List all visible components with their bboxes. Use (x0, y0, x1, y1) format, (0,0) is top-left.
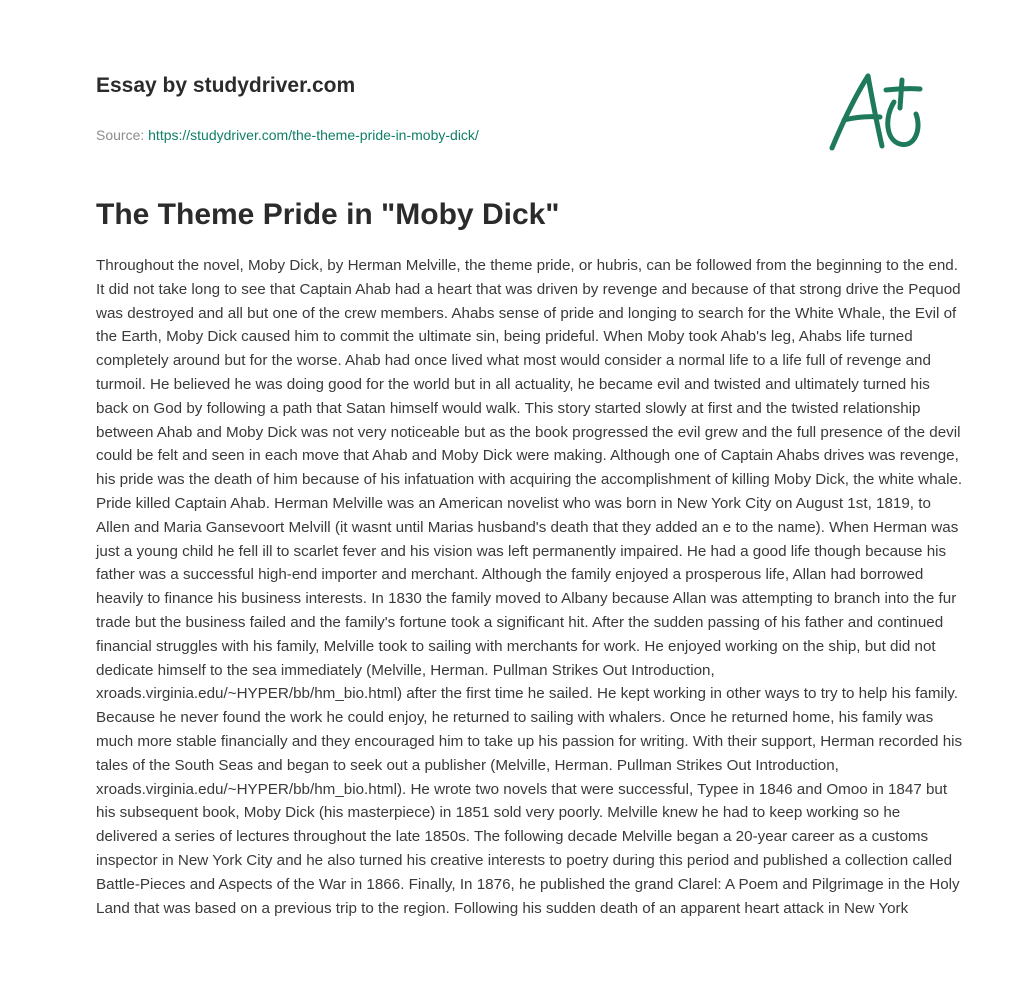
source-label: Source: (96, 127, 149, 143)
a-plus-logo-icon (820, 62, 932, 162)
page-header (96, 72, 796, 144)
site-title: Essay by studydriver.com (96, 74, 356, 97)
source-link[interactable]: https://studydriver.com/the-theme-pride-in-moby-dick/ (148, 127, 479, 143)
document-title: The Theme Pride in "Moby Dick" (96, 198, 560, 231)
source-line (96, 126, 796, 144)
document-body: Throughout the novel, Moby Dick, by Herman Melville, the theme pride, or hubris, can be followed from the beginning to the end. It did not take long to see that Captain Ahab had a heart that was driven by revenge and because of that strong drive the Pequod was destroyed and all but one of the crew members. Ahabs sense of pride and longing to search for the White Whale, the Evil of the Earth, Moby Dick caused him to commit the ultimate sin, being prideful. When Moby took Ahab's leg, Ahabs life turned completely around but for the worse. Ahab had once lived what most would consider a normal life to a life full of revenge and turmoil. He believed he was doing good for the world but in all actuality, he became evil and twisted and ultimately turned his back on God by following a path that Satan himself would walk. This story started slowly at first and the twisted relationship between Ahab and Moby Dick was not very noticeable but as the book progressed the evil grew and the full presence of the devil could be felt and seen in each move that Ahab and Moby Dick were making. Although one of Captain Ahabs drives was revenge, his pride was the death of him because of his infatuation with acquiring the accomplishment of killing Moby Dick, the white whale. Pride killed Captain Ahab. Herman Melville was an American novelist who was born in New York City on August 1st, 1819, to Allen and Maria Gansevoort Melvill (it wasnt until Marias husband's death that they added an e to the name). When Herman was just a young child he fell ill to scarlet fever and his vision was left permanently impaired. He had a good life though because his father was a successful high-end importer and merchant. Although the family enjoyed a prosperous life, Allan had borrowed heavily to finance his business interests. In 1830 the family moved to Albany because Allan was attempting to branch into the fur trade but the business failed and the family's fortune took a significant hit. After the sudden passing of his father and continued financial struggles with his family, Melville took to sailing with merchants for work. He enjoyed working on the ship, but did not dedicate himself to the sea immediately (Melville, Herman. Pullman Strikes Out Introduction, xroads.virginia.edu/~HYPER/bb/hm_bio.html) after the first time he sailed. He kept working in other ways to try to help his family. Because he never found the work he could enjoy, he returned to sailing with whalers. Once he returned home, his family was much more stable financially and they encouraged him to take up his passion for writing. With their support, Herman recorded his tales of the South Seas and began to seek out a publisher (Melville, Herman. Pullman Strikes Out Introduction, xroads.virginia.edu/~HYPER/bb/hm_bio.html). He wrote two novels that were successful, Typee in 1846 and Omoo in 1847 but his subsequent book, Moby Dick (his masterpiece) in 1851 sold very poorly. Melville knew he had to keep working so he delivered a series of lectures throughout the late 1850s. The following decade Melville began a 20-year career as a customs inspector in New York City and he also turned his creative interests to poetry during this period and published a collection called Battle-Pieces and Aspects of the War in 1866. Finally, In 1876, he published the grand Clarel: A Poem and Pilgrimage in the Holy Land that was based on a previous trip to the region. Following his sudden death of an apparent heart attack in New York (96, 257, 963, 917)
a-plus-logo-graphic (820, 62, 932, 162)
